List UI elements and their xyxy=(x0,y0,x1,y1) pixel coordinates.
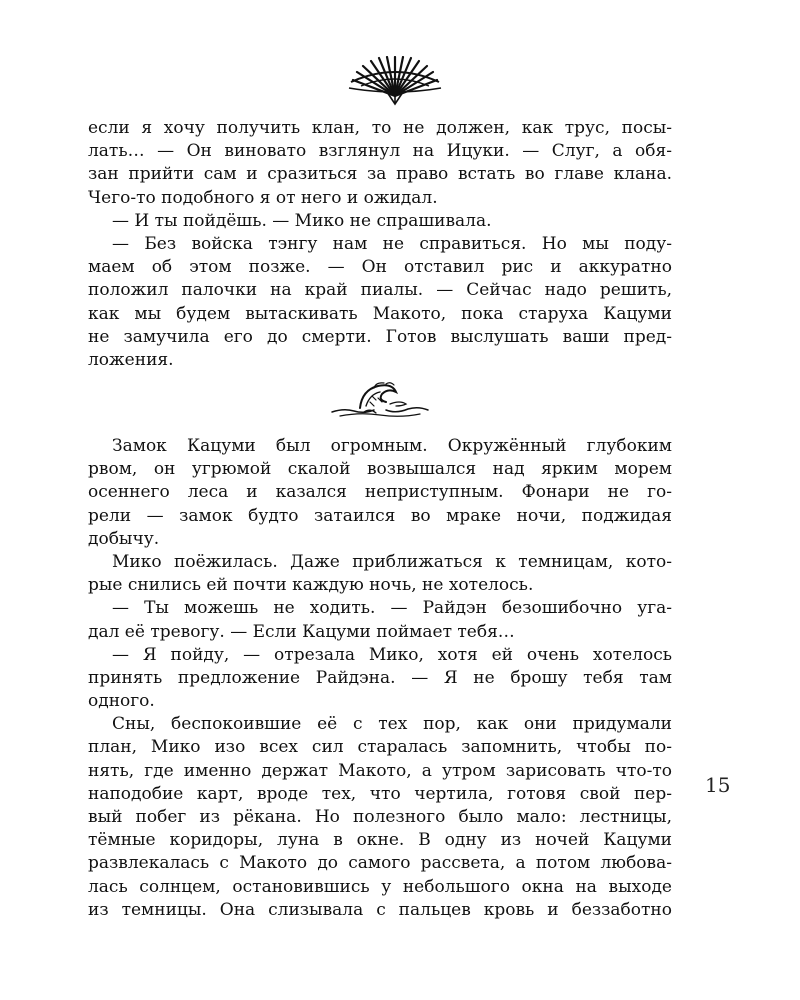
text-line: маем об этом позже. — Он отставил рис и аккуратно xyxy=(88,257,672,278)
text-line: Мико поёжилась. Даже приближаться к темницам, кото- xyxy=(112,551,672,572)
text-line: рели — замок будто затаился во мраке ночи, поджидая xyxy=(88,505,672,526)
text-line: вый побег из рёкана. Но полезного было мало: лестницы, xyxy=(88,807,672,827)
text-line: принять предложение Райдэна. — Я не брошу тебя там xyxy=(88,667,672,688)
text-line: добычу. xyxy=(88,528,160,549)
text-line: рые снились ей почти каждую ночь, не хотелось. xyxy=(88,575,534,596)
text-line: — Без войска тэнгу нам не справиться. Но мы поду- xyxy=(112,233,672,254)
text-line: из темницы. Она слизывала с пальцев кровь и беззаботно xyxy=(88,899,672,920)
paragraphs-bottom xyxy=(88,435,672,922)
text-line: развлекалась с Макото до самого рассвета, а потом любова- xyxy=(88,853,672,874)
text-line: осеннего леса и казался неприступным. Фонари не го- xyxy=(88,482,672,503)
text-line: ложения. xyxy=(88,349,174,370)
text-line: положил палочки на край пиалы. — Сейчас надо решить, xyxy=(88,280,672,301)
text-line: дал её тревогу. — Если Кацуми поймает тебя… xyxy=(88,621,515,642)
text-line: тёмные коридоры, луна в окне. В одну из ночей Кацуми xyxy=(88,830,672,851)
wave-ornament-icon xyxy=(330,378,430,420)
text-line: нять, где именно держат Макото, а утром зарисовать что-то xyxy=(88,760,672,781)
text-line: лать… — Он виновато взглянул на Ицуки. — Слуг, а обя- xyxy=(88,141,672,162)
text-line: — Ты можешь не ходить. — Райдэн безошибочно уга- xyxy=(112,598,672,619)
text-line: если я хочу получить клан, то не должен, как трус, посы- xyxy=(88,118,672,138)
text-line: лась солнцем, остановившись у небольшого окна на выходе xyxy=(88,876,672,897)
text-line: наподобие карт, вроде тех, что чертила, готовя свой пер- xyxy=(88,783,672,804)
text-line: Замок Кацуми был огромным. Окружённый глубоким xyxy=(112,436,672,456)
page-number: 15 xyxy=(705,773,731,797)
text-line: одного. xyxy=(88,691,155,712)
text-line: план, Мико изо всех сил старалась запомнить, чтобы по- xyxy=(88,737,672,758)
text-line: Чего-то подобного я от него и ожидал. xyxy=(88,187,438,208)
text-line: зан прийти сам и сразиться за право встать во главе клана. xyxy=(88,164,672,185)
paragraphs-top xyxy=(88,117,672,372)
text-line: — И ты пойдёшь. — Мико не спрашивала. xyxy=(112,210,492,231)
text-line: не замучила его до смерти. Готов выслушать ваши пред- xyxy=(88,326,672,347)
fan-ornament-icon xyxy=(335,56,455,106)
text-line: — Я пойду, — отрезала Мико, хотя ей очень хотелось xyxy=(112,644,672,665)
text-line: Сны, беспокоившие её с тех пор, как они придумали xyxy=(112,714,672,735)
text-line: рвом, он угрюмой скалой возвышался над ярким морем xyxy=(88,459,672,480)
text-line: как мы будем вытаскивать Макото, пока старуха Кацуми xyxy=(88,303,672,324)
